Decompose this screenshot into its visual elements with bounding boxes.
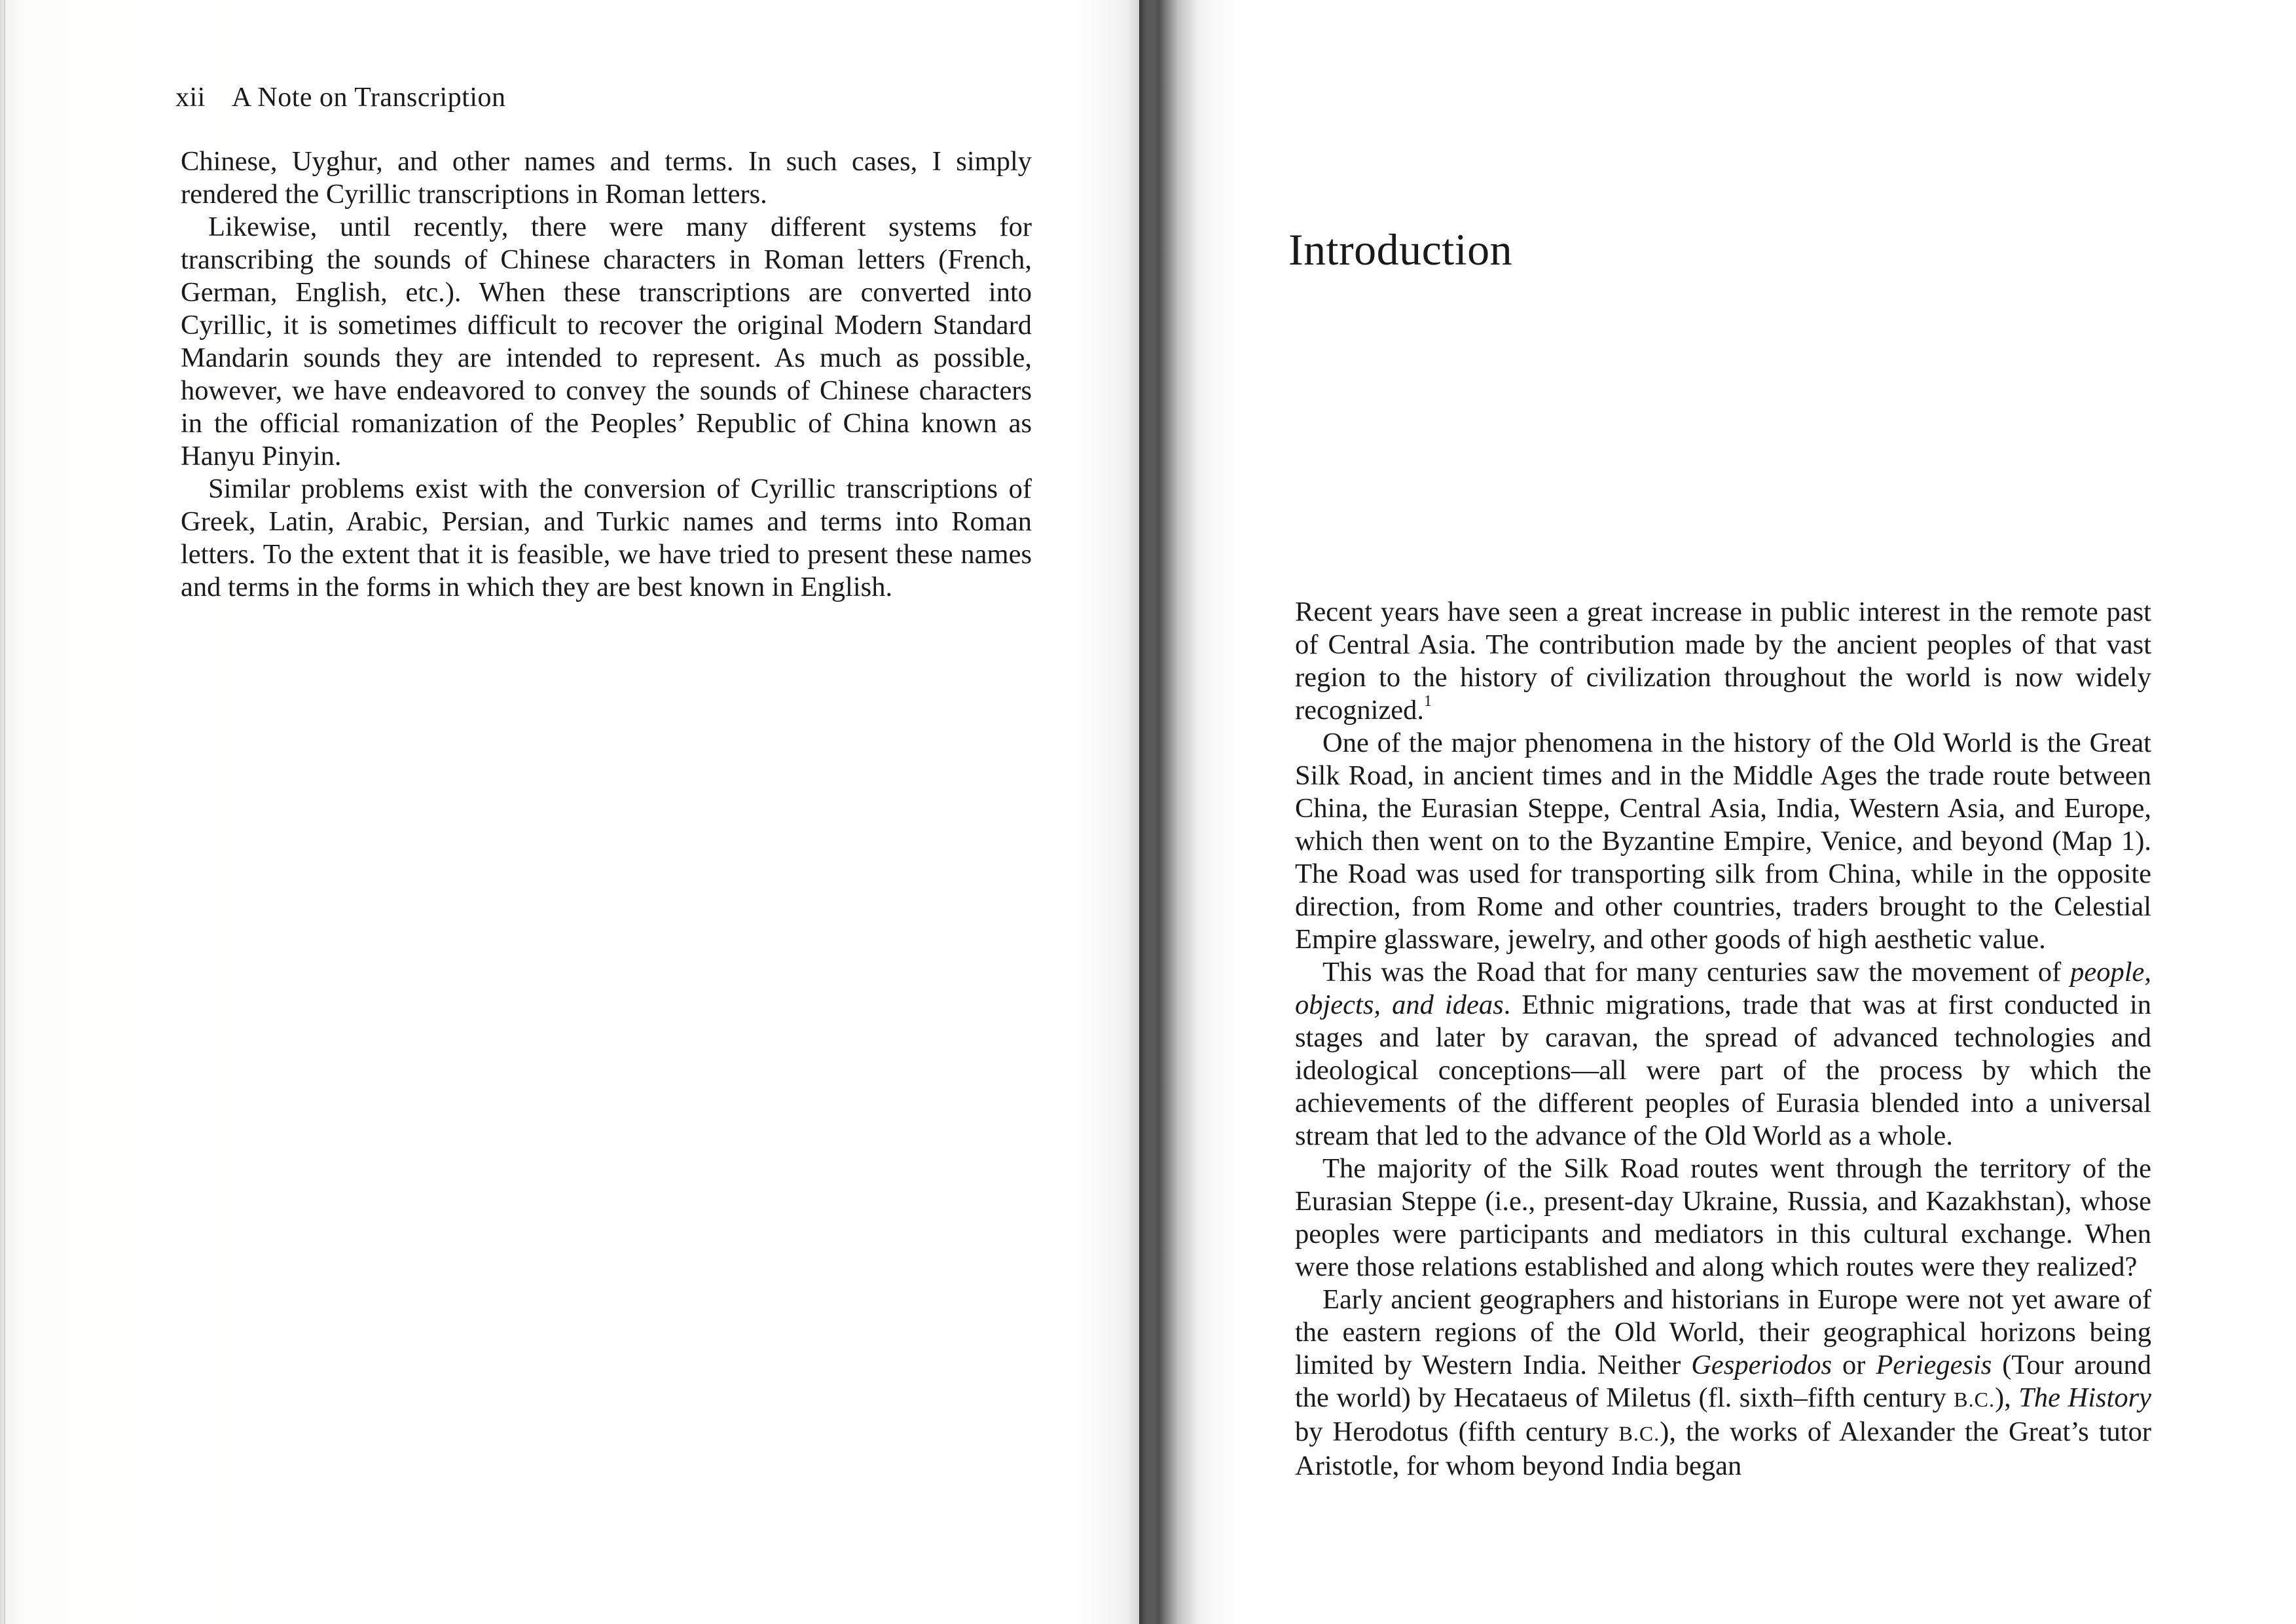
left-text-block [181,145,1032,604]
paragraph-text: Recent years have seen a great increase in public interest in the remote past of Central Asia. The contribution made by the ancient peoples of that vast region to the history of civilization throughout the world is now widely recognized. [1295,597,2151,726]
footnote-marker[interactable]: 1 [1424,693,1432,710]
paragraph: Chinese, Uyghur, and other names and terms. In such cases, I simply rendered the Cyrillic transcriptions in Roman letters. [181,146,1032,210]
paragraph: Similar problems exist with the conversion of Cyrillic transcriptions of Greek, Latin, Arabic, Persian, and Turkic names and terms into Roman letters. To the extent that it is feasible, we have tried to present these names and terms in the forms in which they are best known in English. [181,473,1032,602]
italic-phrase: people, objects, and ideas [1295,957,2151,1020]
paragraph-text: (Tour around the world) by Hecataeus of Miletus (fl. sixth–fifth century [1295,1350,2151,1413]
paragraph: The majority of the Silk Road routes went through the territory of the Eurasian Steppe (i.e., present-day Ukraine, Russia, and Kazakhstan), whose peoples were participants and mediators in this cultural exchange. When were those relations established and along which routes were they realized? [1295,1153,2151,1282]
paragraph: Likewise, until recently, there were many different systems for transcribing the sounds of Chinese characters in Roman letters (French, German, English, etc.). When these transcriptions are converted into Cyrillic, it is sometimes difficult to recover the original Modern Standard Mandarin sounds they are intended to represent. As much as possible, however, we have endeavored to convey the sounds of Chinese characters in the official romanization of the Peoples’ Republic of China known as Hanyu Pinyin. [181,212,1032,471]
page-number: xii [175,83,206,113]
page-edge-line [4,0,5,1624]
paragraph-text: by Herodotus (fifth century [1295,1416,1619,1447]
paragraph [1295,956,2151,1153]
paragraph-text: Early ancient geographers and historians in Europe were not yet aware of the eastern regions of the Old World, their geographical horizons being limited by Western India. Neither [1295,1284,2151,1380]
era-abbreviation: B.C. [1954,1388,1995,1411]
paragraph-text: . Ethnic migrations, trade that was at first conducted in stages and later by caravan, the spread of advanced technologies and ideological conceptions—all were part of the process by which the achievements of the different peoples of Eurasia blended into a universal stream that led to the advance of the Old World as a whole. [1295,989,2152,1151]
paragraph-text: or [1832,1350,1876,1380]
paragraph-text: ), [1994,1382,2019,1413]
book-title: The History [2018,1382,2152,1413]
right-text-block [1295,596,2151,1483]
chapter-title: Introduction [1288,225,1513,274]
paragraph [1295,596,2151,727]
paragraph [1295,1283,2151,1483]
paragraph-text: This was the Road that for many centuries saw the movement of [1322,957,2071,987]
running-head-title: A Note on Transcription [231,83,506,113]
running-head [175,82,506,113]
paragraph-text: ), the works of Alexander the Great’s tutor Aristotle, for whom beyond India began [1295,1416,2151,1481]
book-title: Gesperiodos [1691,1350,1832,1380]
book-title: Periegesis [1876,1350,1992,1380]
paragraph: One of the major phenomena in the history of the Old World is the Great Silk Road, in ancient times and in the Middle Ages the trade route between China, the Eurasian Steppe, Central Asia, India, Western Asia, and Europe, which then went on to the Byzantine Empire, Venice, and beyond (Map 1). The Road was used for transporting silk from China, while in the opposite direction, from Rome and other countries, traders brought to the Celestial Empire glassware, jewelry, and other goods of high aesthetic value. [1295,728,2151,955]
era-abbreviation: B.C. [1618,1422,1660,1445]
